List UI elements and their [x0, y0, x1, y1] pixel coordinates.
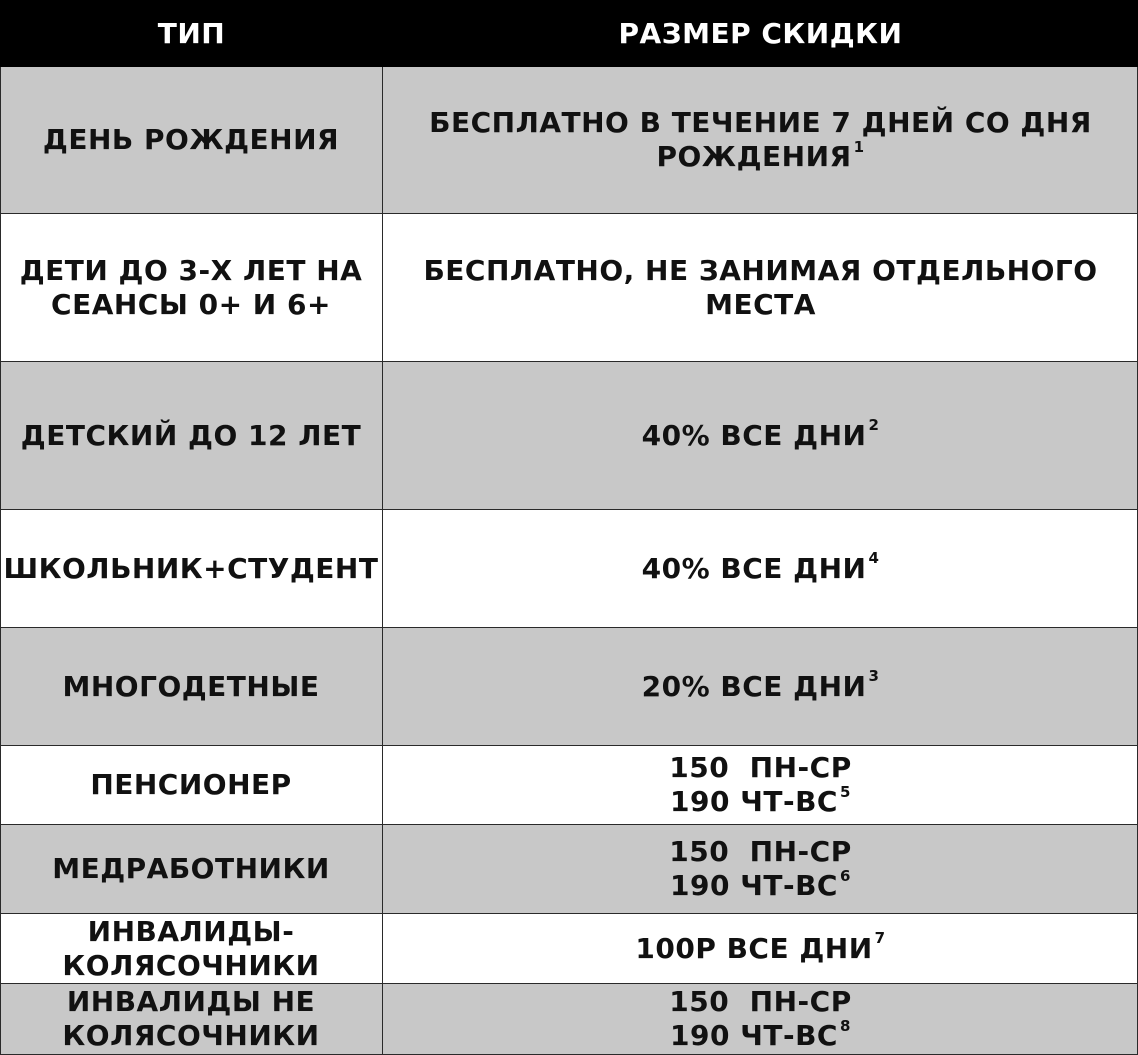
discount-line: [669, 835, 852, 869]
discount-text: 190 ЧТ-ВС: [670, 785, 838, 818]
type-text: ДЕТСКИЙ ДО 12 ЛЕТ: [20, 418, 362, 452]
discount-cell: [383, 984, 1138, 1054]
discount-line: [641, 549, 880, 586]
discount-cell: [383, 362, 1138, 509]
type-text: МНОГОДЕТНЫЕ: [62, 669, 320, 703]
discount-text: 40% ВСЕ ДНИ: [641, 551, 867, 585]
type-text: МЕДРАБОТНИКИ: [52, 852, 330, 885]
type-text: ШКОЛЬНИК+СТУДЕНТ: [3, 551, 379, 585]
type-text: ИНВАЛИДЫ НЕ: [66, 985, 316, 1018]
table-row: [0, 510, 1138, 628]
discount-text: 190 ЧТ-ВС: [670, 1019, 838, 1052]
discount-text: МЕСТА: [705, 287, 816, 321]
type-text: ПЕНСИОНЕР: [90, 768, 292, 801]
type-cell: [0, 67, 383, 213]
type-text: ИНВАЛИДЫ-: [87, 914, 295, 948]
discount-cell: [383, 914, 1138, 983]
header-discount: РАЗМЕР СКИДКИ: [618, 16, 903, 50]
type-text: КОЛЯСОЧНИКИ: [62, 1019, 320, 1052]
discount-text: 150 ПН-СР: [669, 985, 852, 1018]
discount-text: 190 ЧТ-ВС: [670, 869, 838, 902]
discount-text: 150 ПН-СР: [669, 751, 852, 784]
table-row: [0, 67, 1138, 214]
discount-cell: [383, 67, 1138, 213]
discount-cell: [383, 825, 1138, 913]
table-row: [0, 825, 1138, 914]
discount-line: [423, 254, 1097, 288]
type-cell: [0, 628, 383, 745]
footnote-marker: 7: [874, 929, 886, 948]
discount-text: 40% ВСЕ ДНИ: [641, 418, 867, 452]
type-text: ДЕНЬ РОЖДЕНИЯ: [42, 123, 340, 156]
footnote-marker: 6: [839, 866, 851, 885]
type-cell: [0, 746, 383, 824]
discount-line: [641, 667, 880, 704]
discount-line: [669, 751, 852, 785]
discount-text: 100Р ВСЕ ДНИ: [635, 931, 873, 965]
header-type: ТИП: [157, 16, 226, 50]
discount-text: РОЖДЕНИЯ: [656, 140, 852, 173]
discount-line: [669, 985, 852, 1019]
type-text: КОЛЯСОЧНИКИ: [62, 948, 320, 982]
discount-text: БЕСПЛАТНО, НЕ ЗАНИМАЯ ОТДЕЛЬНОГО: [423, 253, 1098, 287]
table-row: [0, 914, 1138, 984]
discount-cell: [383, 214, 1138, 361]
footnote-marker: 3: [868, 667, 880, 686]
discount-text: 20% ВСЕ ДНИ: [641, 669, 867, 703]
discount-line: [670, 1016, 851, 1053]
discount-text: 150 ПН-СР: [669, 835, 852, 868]
footnote-marker: 5: [839, 782, 851, 801]
type-cell: [0, 362, 383, 509]
discount-line: [656, 137, 865, 174]
discount-cell: [383, 628, 1138, 745]
discount-cell: [383, 510, 1138, 627]
table-row: [0, 746, 1138, 825]
discount-line: [641, 416, 880, 453]
table-row: [0, 628, 1138, 746]
discount-line: [670, 866, 851, 903]
type-cell: [0, 825, 383, 913]
discount-line: [705, 288, 816, 322]
type-text: ДЕТИ ДО 3-Х ЛЕТ НА: [19, 253, 363, 287]
table-row: [0, 984, 1138, 1055]
discount-line: [670, 782, 851, 819]
type-cell: [0, 914, 383, 983]
table-row: [0, 214, 1138, 362]
footnote-marker: 1: [853, 137, 865, 156]
footnote-marker: 8: [839, 1016, 851, 1035]
table-left-border: [0, 67, 1, 1055]
table-header-row: [0, 0, 1138, 67]
type-cell: [0, 510, 383, 627]
type-cell: [0, 214, 383, 361]
footnote-marker: 4: [868, 549, 880, 568]
discount-text: БЕСПЛАТНО В ТЕЧЕНИЕ 7 ДНЕЙ СО ДНЯ: [429, 106, 1092, 139]
type-cell: [0, 984, 383, 1054]
type-text: СЕАНСЫ 0+ И 6+: [51, 287, 331, 321]
discount-line: [635, 929, 886, 966]
discount-line: [429, 106, 1092, 140]
table-row: [0, 362, 1138, 510]
footnote-marker: 2: [868, 416, 880, 435]
discount-cell: [383, 746, 1138, 824]
